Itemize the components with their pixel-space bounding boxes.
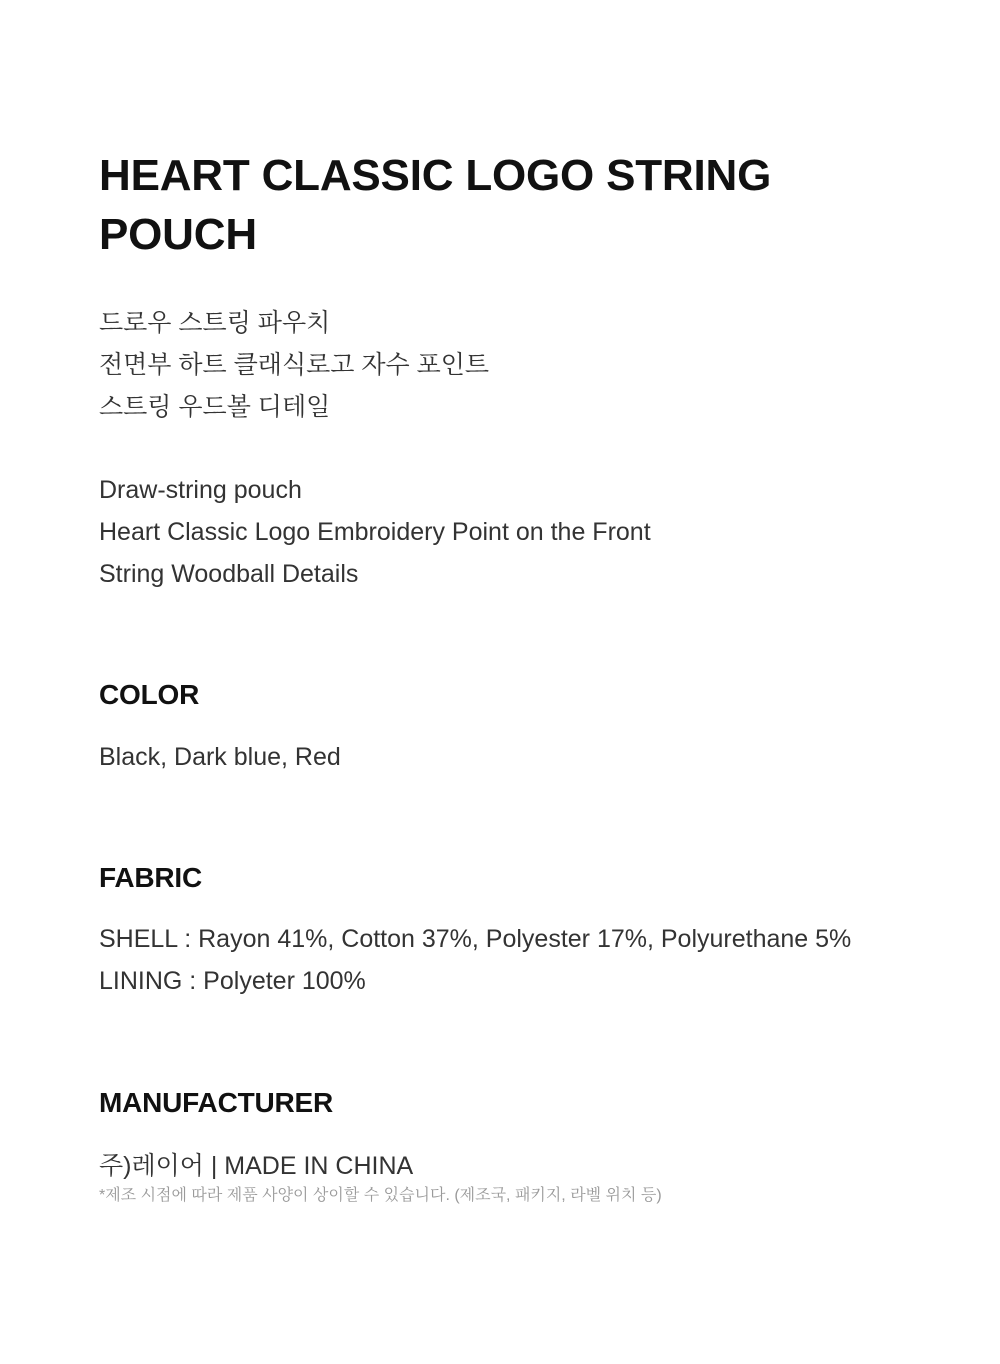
manufacturer-heading: MANUFACTURER (99, 1087, 334, 1118)
korean-description-line: 드로우 스트링 파우치 (99, 309, 331, 337)
manufacturing-note: *제조 시점에 따라 제품 사양이 상이할 수 있습니다. (제조국, 패키지, 라벨 위치 등) (99, 1187, 662, 1204)
fabric-details (99, 918, 851, 1002)
fabric-heading: FABRIC (99, 862, 203, 893)
product-title (99, 146, 919, 264)
english-description-line: Heart Classic Logo Embroidery Point on the Front (99, 518, 651, 546)
product-title-line-2: POUCH (99, 210, 257, 259)
korean-description-line: 전면부 하트 클래식로고 자수 포인트 (99, 351, 490, 379)
english-description-line: String Woodball Details (99, 560, 359, 588)
color-heading: COLOR (99, 679, 200, 710)
product-title-line-1: HEART CLASSIC LOGO STRING (99, 151, 772, 200)
fabric-lining-line: LINING : Polyeter 100% (99, 967, 366, 995)
korean-description-line: 스트링 우드볼 디테일 (99, 393, 331, 421)
manufacturer-value: 주)레이어 | MADE IN CHINA (99, 1152, 414, 1180)
fabric-shell-line: SHELL : Rayon 41%, Cotton 37%, Polyester 17%, Polyurethane 5% (99, 925, 852, 953)
color-value: Black, Dark blue, Red (99, 743, 341, 771)
english-description (99, 469, 919, 595)
korean-description (99, 302, 919, 428)
english-description-line: Draw-string pouch (99, 476, 302, 504)
